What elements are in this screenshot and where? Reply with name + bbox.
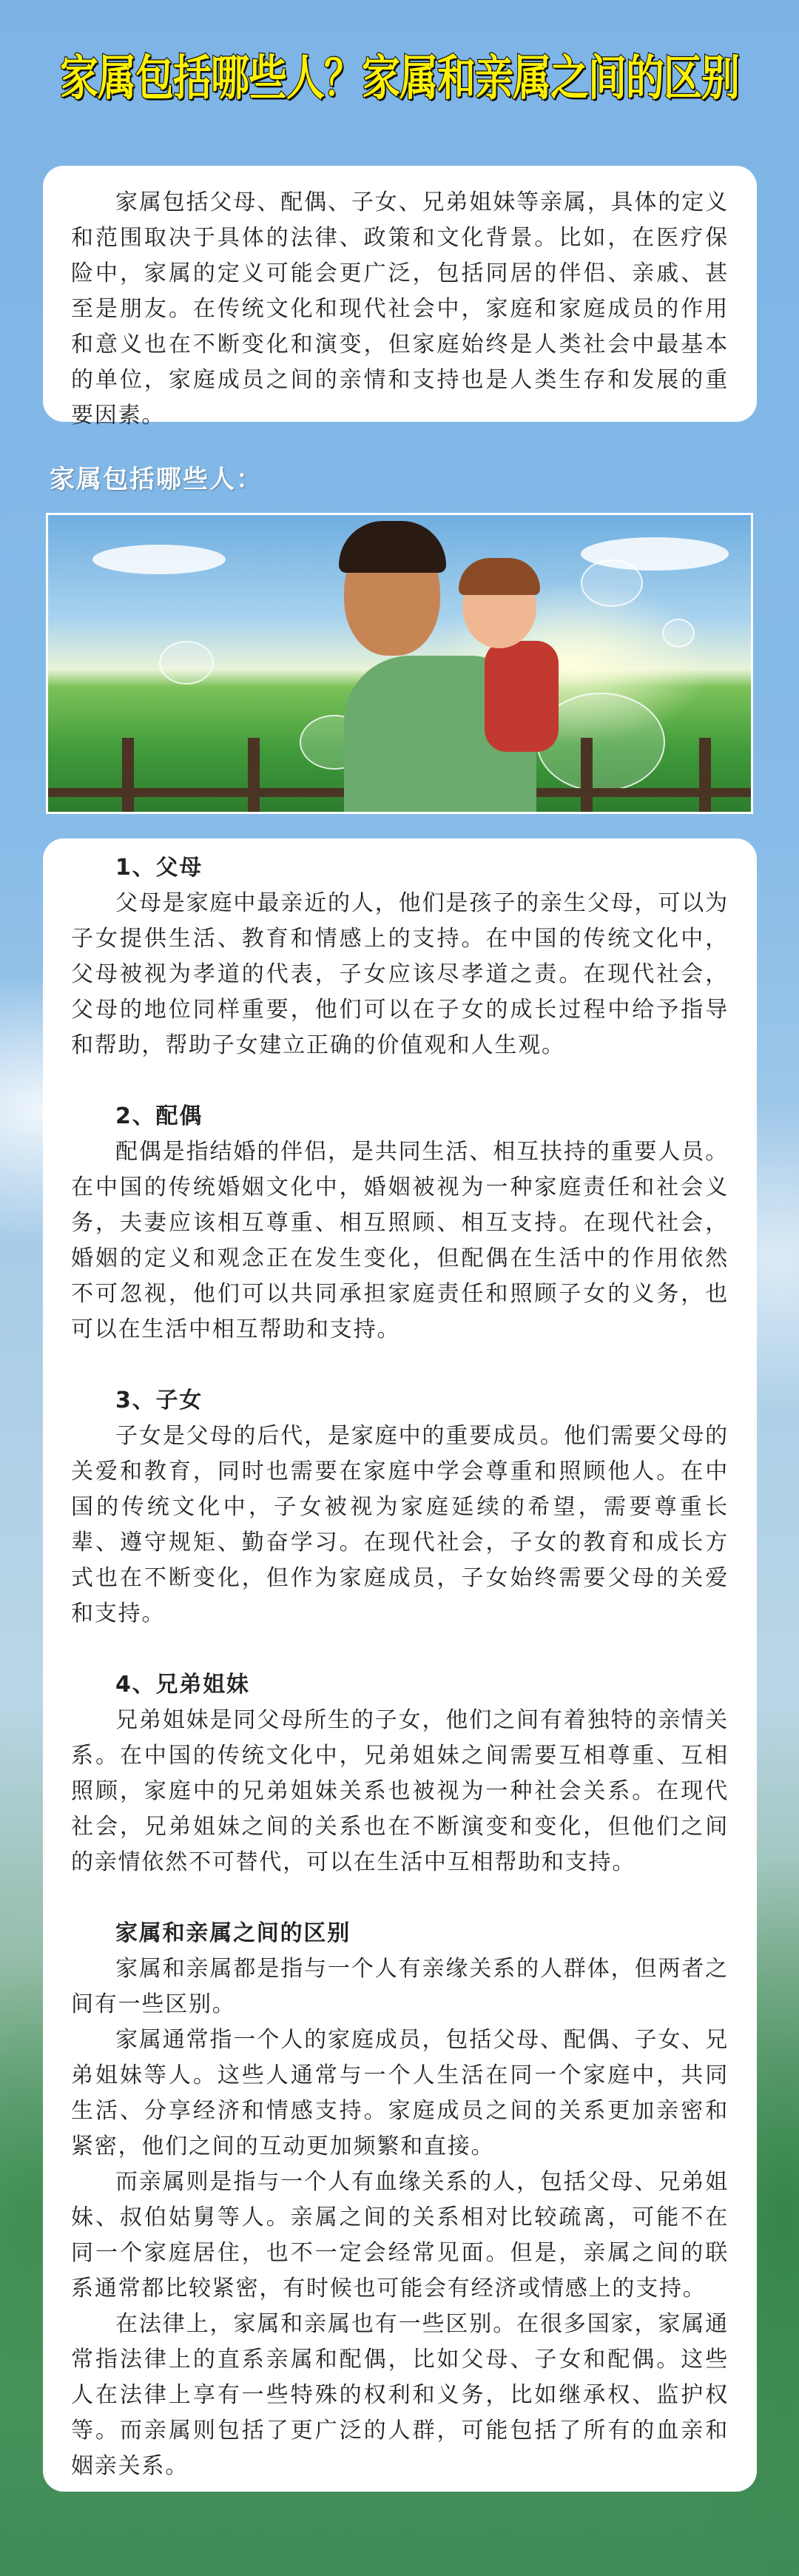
fence-post	[122, 738, 134, 812]
paragraph: 在法律上，家属和亲属也有一些区别。在很多国家，家属通常指法律上的直系亲属和配偶，比如父母、子女和配偶。这些人在法律上享有一些特殊的权利和义务，比如继承权、监护权等。而亲属则包括了更广泛的人群，可能包括了所有的血亲和姻亲关系。	[71, 2311, 729, 2479]
father-hair	[339, 521, 446, 573]
fence-post	[581, 738, 593, 812]
section-title: 1、父母	[115, 855, 203, 881]
section-heading: 家属包括哪些人：	[50, 465, 263, 494]
paragraph: 兄弟姐妹是同父母所生的子女，他们之间有着独特的亲情关系。在中国的传统文化中，兄弟姐妹之间需要互相尊重、互相照顾，家庭中的兄弟姐妹关系也被视为一种社会关系。在现代社会，兄弟姐妹之间的关系也在不断演变和变化，但他们之间的亲情依然不可替代，可以在生活中互相帮助和支持。	[71, 1707, 729, 1875]
section-children	[71, 1383, 729, 1632]
paragraph: 子女是父母的后代，是家庭中的重要成员。他们需要父母的关爱和教育，同时也需要在家庭中学会尊重和照顾他人。在中国的传统文化中，子女被视为家庭延续的希望，需要尊重长辈、遵守规矩、勤奋学习。在现代社会，子女的教育和成长方式也在不断变化，但作为家庭成员，子女始终需要父母的关爱和支持。	[71, 1423, 729, 1627]
bubble	[581, 559, 643, 607]
paragraph: 配偶是指结婚的伴侣，是共同生活、相互扶持的重要人员。在中国的传统婚姻文化中，婚姻被视为一种家庭责任和社会义务，夫妻应该相互尊重、相互照顾、相互支持。在现代社会，婚姻的定义和观念正在发生变化，但配偶在生活中的作用依然不可忽视，他们可以共同承担家庭责任和照顾子女的义务，也可以在生活中相互帮助和支持。	[71, 1139, 729, 1342]
paragraph: 家属通常指一个人的家庭成员，包括父母、配偶、子女、兄弟姐妹等人。这些人通常与一个人生活在同一个家庭中，共同生活、分享经济和情感支持。家庭成员之间的关系更加亲密和紧密，他们之间的互动更加频繁和直接。	[71, 2027, 729, 2159]
family-illustration	[46, 513, 753, 814]
fence-post	[699, 738, 711, 812]
bubble	[159, 641, 214, 685]
child-figure	[485, 641, 559, 752]
intro-paragraph: 家属包括父母、配偶、子女、兄弟姐妹等亲属，具体的定义和范围取决于具体的法律、政策和文化背景。比如，在医疗保险中，家属的定义可能会更广泛，包括同居的伴侣、亲戚、甚至是朋友。在传统文化和现代社会中，家庭和家庭成员的作用和意义也在不断变化和演变，但家庭始终是人类社会中最基本的单位，家庭成员之间的亲情和支持也是人类生存和发展的重要因素。	[71, 189, 729, 428]
cloud	[92, 545, 226, 574]
section-difference	[71, 1916, 729, 2484]
child-hair	[459, 558, 540, 595]
bubble	[662, 619, 695, 648]
paragraph: 家属和亲属都是指与一个人有亲缘关系的人群体，但两者之间有一些区别。	[71, 1956, 729, 2017]
paragraph: 父母是家庭中最亲近的人，他们是孩子的亲生父母，可以为子女提供生活、教育和情感上的支持。在中国的传统文化中，父母被视为孝道的代表，子女应该尽孝道之责。在现代社会，父母的地位同样重要，他们可以在子女的成长过程中给予指导和帮助，帮助子女建立正确的价值观和人生观。	[71, 890, 729, 1058]
content-card	[43, 838, 757, 2492]
section-title: 3、子女	[115, 1388, 203, 1413]
section-parents	[71, 850, 729, 1063]
section-siblings	[71, 1667, 729, 1880]
section-spouse	[71, 1099, 729, 1348]
section-title: 家属和亲属之间的区别	[115, 1920, 351, 1946]
section-title: 2、配偶	[115, 1103, 203, 1129]
fence-post	[248, 738, 260, 812]
section-title: 4、兄弟姐妹	[115, 1672, 250, 1698]
page-title: 家属包括哪些人？家属和亲属之间的区别	[59, 50, 739, 107]
paragraph: 而亲属则是指与一个人有血缘关系的人，包括父母、兄弟姐妹、叔伯姑舅等人。亲属之间的关系相对比较疏离，可能不在同一个家庭居住，也不一定会经常见面。但是，亲属之间的联系通常都比较紧密，有时候也可能会有经济或情感上的支持。	[71, 2169, 729, 2301]
intro-card	[43, 166, 757, 428]
